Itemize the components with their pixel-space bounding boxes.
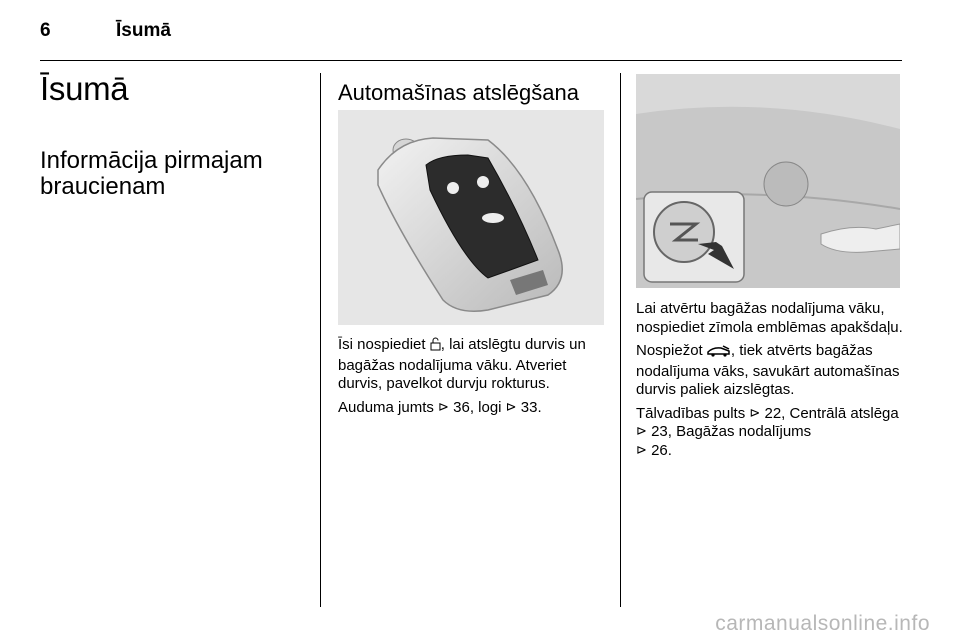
page-reference[interactable]: 26 (651, 441, 668, 459)
text-segment: , Bagāžas nodalījums (667, 423, 812, 440)
text-segment: Auduma jumts (338, 398, 439, 416)
text-segment: , lai atslēgtu durvis un bagāžas nodalījuma vāku. Atveriet durvis, pavelkot durvju rokturus. (338, 336, 586, 392)
column-divider-right (620, 73, 621, 607)
chapter-heading: Īsumā (40, 70, 129, 107)
text-segment: Nospiežot (636, 342, 707, 359)
running-header-title: Īsumā (116, 20, 171, 41)
unlock-icon (430, 337, 441, 357)
trunk-button-paragraph (636, 342, 904, 400)
page-reference[interactable]: 22 (764, 404, 782, 422)
text-segment: . (667, 441, 672, 459)
page-reference[interactable]: 33 (520, 398, 538, 416)
text-segment: , Centrālā atslēga (781, 404, 899, 422)
reference-arrow-icon: ⊳ (438, 398, 449, 414)
reference-arrow-icon: ⊳ (636, 423, 647, 438)
references-paragraph (338, 399, 610, 418)
trunk-emblem-image (636, 74, 900, 288)
reference-arrow-icon: ⊳ (505, 398, 517, 414)
header-rule (40, 60, 902, 61)
trunk-icon (707, 344, 731, 363)
section-heading: Informācija pirmajam braucienam (40, 147, 263, 200)
reference-arrow-icon: ⊳ (636, 441, 647, 457)
page-reference[interactable]: 36 (453, 398, 470, 416)
watermark-text: carmanualsonline.info (715, 612, 930, 635)
page-reference[interactable]: 23 (651, 423, 668, 440)
reference-arrow-icon: ⊳ (749, 404, 761, 420)
text-segment: , tiek atvērts bagāžas nodalījuma vāks, savukārt automašīnas durvis paliek aizslēgtas. (636, 342, 900, 398)
key-unlock-text (338, 336, 610, 422)
trunk-open-text (636, 300, 904, 465)
page-number: 6 (40, 20, 51, 41)
text-segment: Īsi nospiediet (338, 336, 430, 353)
text-segment: , logi (469, 398, 506, 416)
subsection-heading: Automašīnas atslēgšana (338, 80, 579, 105)
text-segment: . (537, 398, 542, 416)
text-segment: Tālvadības pults (636, 404, 750, 422)
car-key-fob-image (338, 110, 604, 325)
emblem-paragraph: Lai atvērtu bagāžas nodalījuma vāku, nospiediet zīmola emblēmas apakšdaļu. (636, 300, 903, 336)
column-divider-left (320, 73, 321, 607)
unlock-paragraph (338, 336, 610, 394)
references-paragraph (636, 405, 904, 461)
